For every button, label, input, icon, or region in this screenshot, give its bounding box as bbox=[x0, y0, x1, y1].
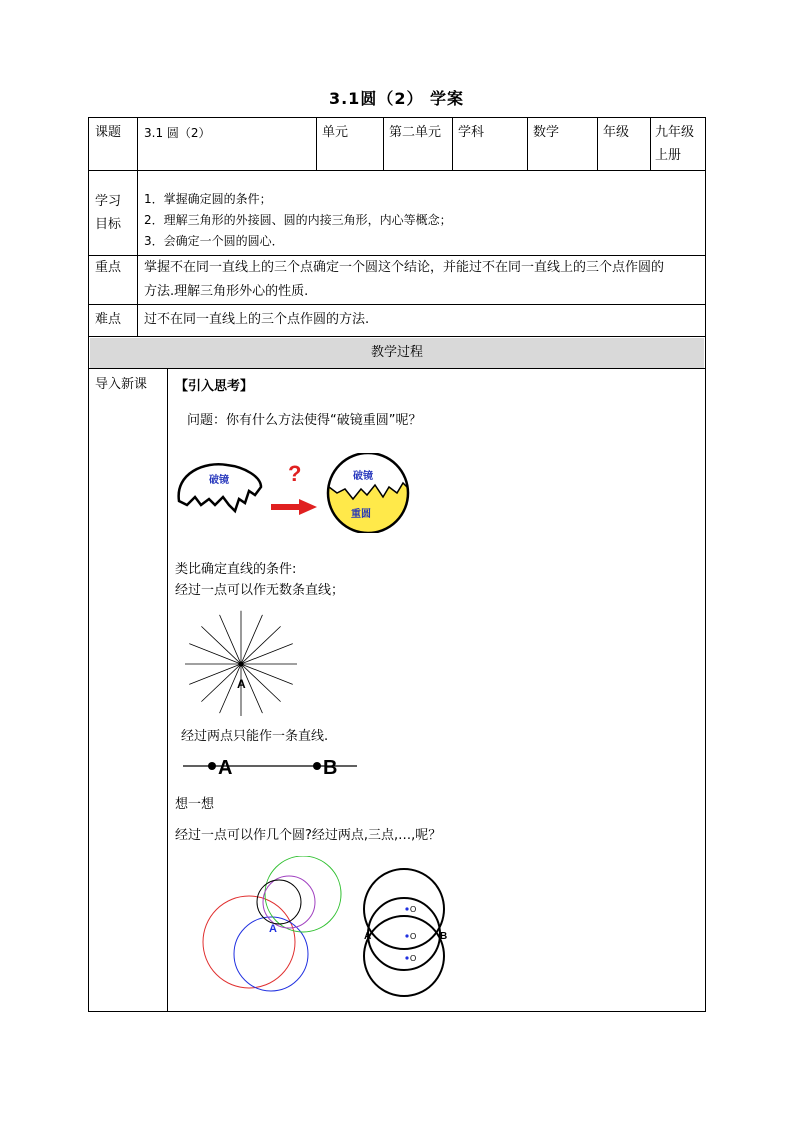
goal-item: 2．理解三角形的外接圆、圆的内接三角形，内心等概念； bbox=[144, 213, 452, 227]
section-title: 【引入思考】 bbox=[175, 379, 254, 394]
col-divider bbox=[452, 118, 453, 170]
goals-label-2: 目标 bbox=[95, 217, 122, 232]
row-divider bbox=[89, 170, 705, 171]
point-a-label: A bbox=[237, 677, 246, 691]
center-label: O bbox=[410, 954, 417, 963]
course-label: 课题 bbox=[95, 125, 122, 140]
analogy-line-1: 类比确定直线的条件: bbox=[175, 562, 297, 577]
point-b-label: B bbox=[440, 931, 448, 942]
col-divider bbox=[527, 118, 528, 170]
point-a-label: A bbox=[364, 931, 372, 942]
point-a-dot bbox=[239, 662, 244, 667]
row-divider bbox=[89, 336, 705, 337]
col-divider bbox=[383, 118, 384, 170]
think-label: 想一想 bbox=[175, 797, 215, 812]
center-label: O bbox=[410, 932, 417, 941]
analogy-line-2: 经过一点可以作无数条直线； bbox=[175, 583, 345, 598]
row-divider bbox=[89, 255, 705, 256]
unit-value: 第二单元 bbox=[389, 125, 442, 140]
arrow-head bbox=[299, 499, 317, 515]
intro-label: 导入新课 bbox=[95, 377, 148, 392]
two-points-text: 经过两点只能作一条直线. bbox=[181, 729, 329, 744]
difficulty-text: 过不在同一直线上的三个点作圆的方法. bbox=[144, 312, 370, 327]
circles-through-one-point bbox=[199, 856, 345, 1004]
mirror-text: 重圆 bbox=[351, 509, 371, 520]
circle-top bbox=[364, 869, 444, 949]
grade-label: 年级 bbox=[603, 125, 630, 140]
unit-label: 单元 bbox=[322, 125, 349, 140]
row-divider bbox=[89, 368, 705, 369]
circles-through-two-points bbox=[359, 866, 459, 1000]
point-a-dot bbox=[208, 762, 216, 770]
page-title: 3.1圆（2） 学案 bbox=[328, 89, 465, 108]
intro-question: 问题：你有什么方法使得“破镜重圆”呢？ bbox=[187, 413, 422, 428]
goal-item: 3．会确定一个圆的圆心． bbox=[144, 234, 284, 248]
line-through-two-points bbox=[181, 752, 361, 780]
circle-middle bbox=[368, 898, 440, 970]
circle-green bbox=[265, 856, 341, 932]
process-header: 教学过程 bbox=[90, 338, 704, 368]
mirror-text: 破镜 bbox=[209, 475, 229, 486]
col-divider bbox=[316, 118, 317, 170]
course-value: 3.1 圆（2） bbox=[144, 126, 211, 140]
difficulty-label: 难点 bbox=[95, 312, 122, 327]
question-mark: ? bbox=[288, 461, 302, 486]
arrow-shaft bbox=[271, 504, 301, 510]
subject-label: 学科 bbox=[458, 125, 485, 140]
point-b-dot bbox=[313, 762, 321, 770]
key-label: 重点 bbox=[95, 260, 122, 275]
lesson-table bbox=[88, 117, 706, 1012]
grade-value-2: 上册 bbox=[655, 148, 682, 163]
circle-red bbox=[203, 896, 295, 988]
think-question: 经过一点可以作几个圆?经过两点,三点,…,呢？ bbox=[175, 828, 442, 843]
point-a-label: A bbox=[218, 757, 233, 779]
point-b-label: B bbox=[323, 757, 338, 779]
row-divider bbox=[89, 304, 705, 305]
goal-item: 1．掌握确定圆的条件； bbox=[144, 192, 272, 206]
col-divider bbox=[597, 118, 598, 170]
mirror-text: 破镜 bbox=[353, 471, 373, 482]
col-divider bbox=[650, 118, 651, 170]
lines-through-point-diagram bbox=[183, 606, 307, 716]
subject-value: 数学 bbox=[533, 125, 560, 140]
mirror-illustration bbox=[175, 453, 415, 533]
key-line-1: 掌握不在同一直线上的三个点确定一个圆这个结论，并能过不在同一直线上的三个点作圆的 bbox=[144, 260, 665, 275]
key-line-2: 方法.理解三角形外心的性质. bbox=[144, 284, 309, 299]
col-divider bbox=[137, 118, 138, 336]
goals-label-1: 学习 bbox=[95, 194, 122, 209]
col-divider bbox=[167, 368, 168, 1011]
broken-mirror-shape bbox=[179, 464, 261, 511]
center-label: O bbox=[410, 905, 417, 914]
grade-value-1: 九年级 bbox=[655, 125, 695, 140]
point-a-label: A bbox=[269, 923, 277, 935]
